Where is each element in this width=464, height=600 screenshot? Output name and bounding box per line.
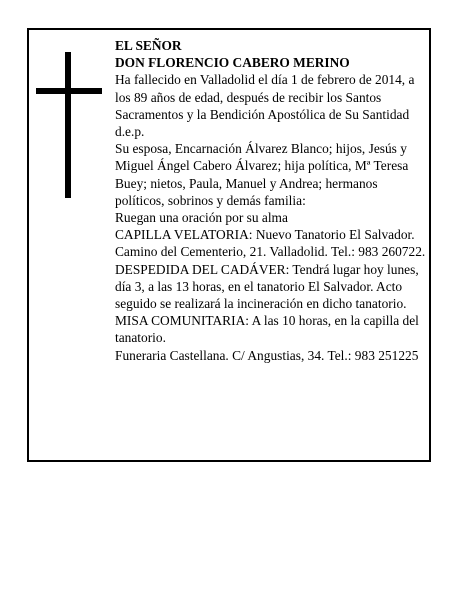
funeral-home-info: Funeraria Castellana. C/ Angustias, 34. Tel.: 983 251225	[115, 347, 419, 363]
mass-info: MISA COMUNITARIA: A las 10 horas, en la capilla del tanatorio.	[115, 313, 419, 346]
death-announcement: Ha fallecido en Valladolid el día 1 de febrero de 2014, a los 89 años de edad, después de recibir los Santos Sacramentos y la Bendición Apostólica de Su Santidad d.e.p.	[115, 72, 415, 140]
cross-icon	[36, 52, 102, 198]
farewell-info: DESPEDIDA DEL CADÁVER: Tendrá lugar hoy lunes, día 3, a las 13 horas, en el tanatorio El Salvador. Acto seguido se realizará la incineración en dicho tanatorio.	[115, 261, 419, 312]
obituary-text	[115, 37, 427, 364]
wake-chapel-info: CAPILLA VELATORIA: Nuevo Tanatorio El Salvador. Camino del Cementerio, 21. Valladolid. Tel.: 983 260722.	[115, 227, 426, 260]
deceased-name: DON FLORENCIO CABERO MERINO	[115, 55, 350, 71]
prayer-request: Ruegan una oración por su alma	[115, 210, 288, 226]
notice-title: EL SEÑOR	[115, 38, 182, 53]
family-members: Su esposa, Encarnación Álvarez Blanco; hijos, Jesús y Miguel Ángel Cabero Álvarez; hija política, Mª Teresa Buey; nietos, Paula, Manuel y Andrea; hermanos políticos, sobrinos y demás familia:	[115, 141, 409, 208]
